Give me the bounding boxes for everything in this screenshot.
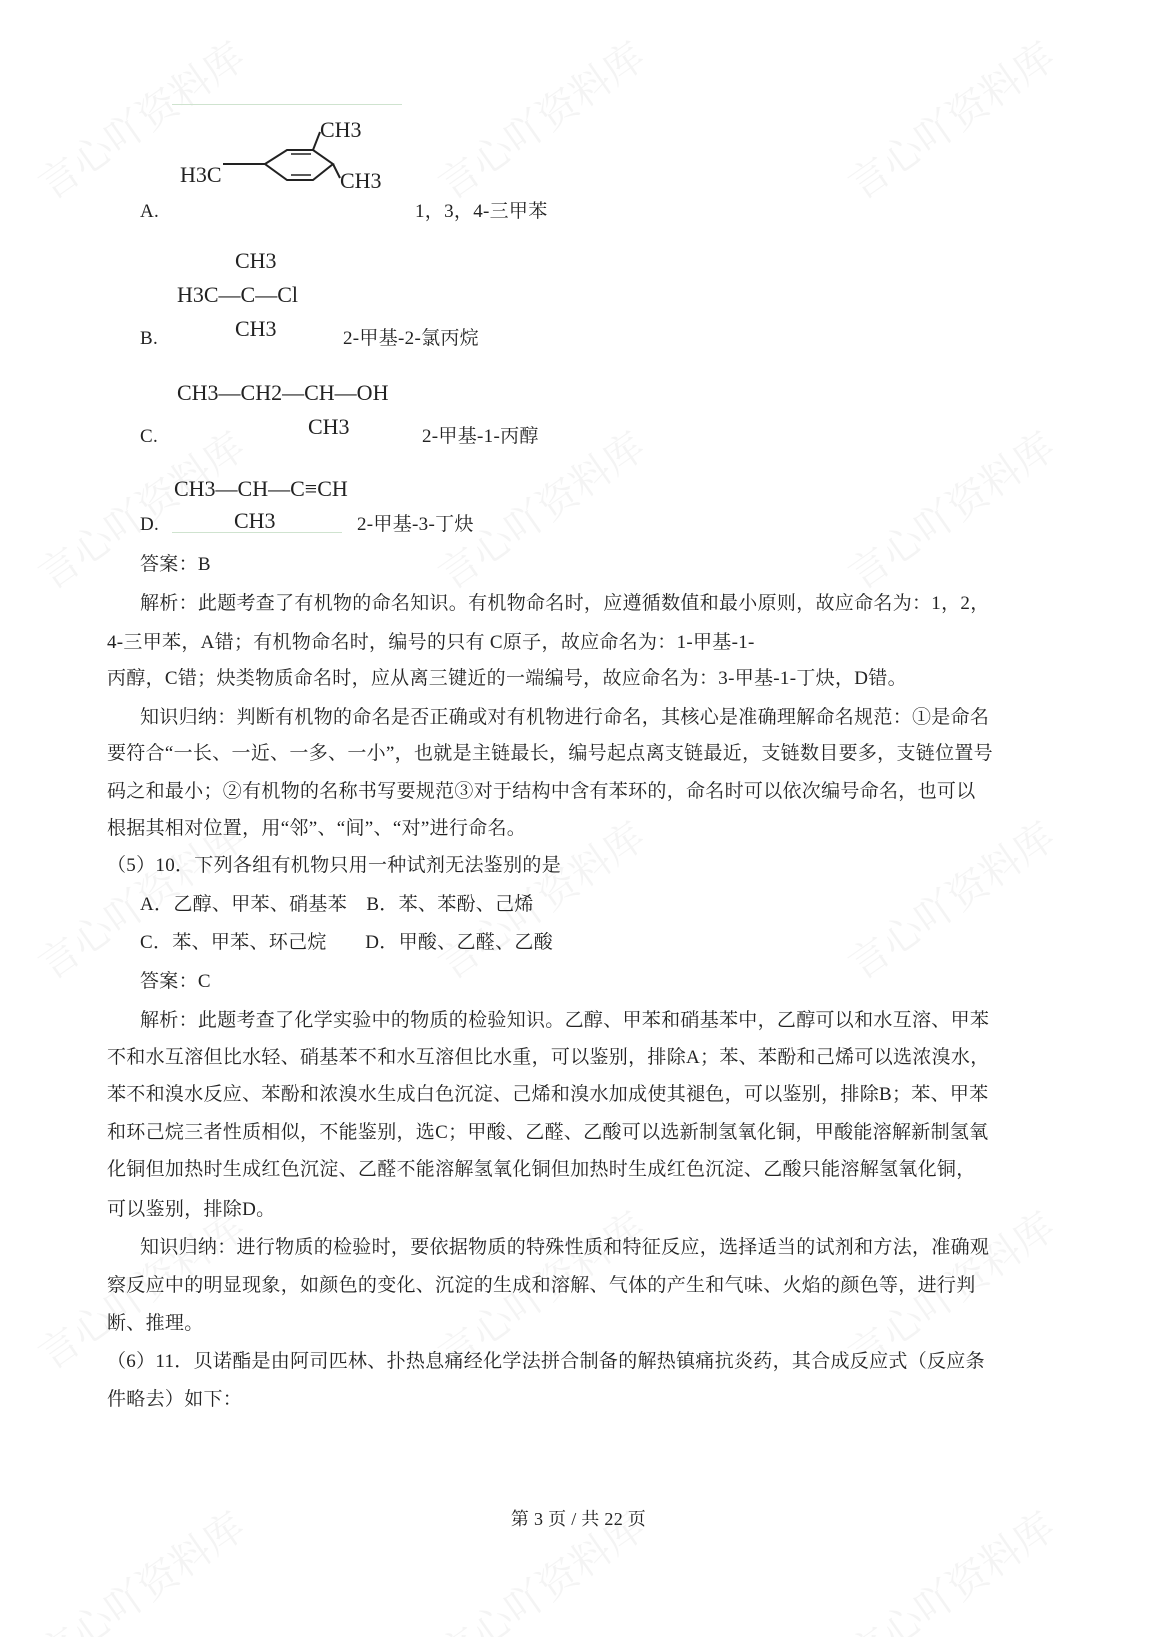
analysis-line: 可以鉴别，排除D。	[107, 1199, 276, 1220]
watermark	[835, 416, 1064, 600]
summary-line: 察反应中的明显现象，如颜色的变化、沉淀的生成和溶解、气体的产生和气味、火焰的颜色等，进行判	[107, 1275, 976, 1296]
summary-line: 断、推理。	[107, 1313, 204, 1334]
watermark	[835, 26, 1064, 210]
answer: 答案：B	[140, 554, 211, 575]
formula-mid: H3C—C—Cl	[177, 282, 299, 307]
option-line: C．苯、甲苯、环己烷 D．甲酸、乙醛、乙酸	[140, 932, 553, 953]
analysis-line: 化铜但加热时生成红色沉淀、乙醛不能溶解氢氧化铜但加热时生成红色沉淀、乙酸只能溶解氢氧化铜，	[107, 1159, 976, 1180]
formula-mid: CH3—CH—C≡CH	[174, 476, 348, 501]
option-letter: D.	[140, 514, 160, 535]
formula-right: CH3	[340, 168, 382, 193]
option-letter: C.	[140, 426, 159, 447]
option-name: 2-甲基-1-丙醇	[422, 426, 539, 447]
summary-line: 码之和最小；②有机物的名称书写要规范③对于结构中含有苯环的，命名时可以依次编号命名，也可以	[107, 781, 976, 802]
formula-bottom: CH3	[308, 414, 350, 439]
formula-bottom: CH3	[235, 316, 277, 341]
option-letter: B.	[140, 328, 159, 349]
formula-top: CH3	[320, 117, 362, 142]
summary-line: 知识归纳：判断有机物的命名是否正确或对有机物进行命名，其核心是准确理解命名规范：①是命名	[140, 707, 990, 728]
option-letter: A.	[140, 201, 160, 222]
divider	[172, 532, 342, 533]
answer: 答案：C	[140, 971, 211, 992]
analysis-line: 4-三甲苯，A错；有机物命名时，编号的只有 C原子，故应命名为：1-甲基-1-	[107, 632, 755, 653]
question-title: 件略去）如下：	[107, 1389, 243, 1410]
option-name: 1，3，4-三甲苯	[415, 201, 548, 222]
option-name: 2-甲基-2-氯丙烷	[343, 328, 479, 349]
divider	[172, 104, 402, 105]
summary-line: 根据其相对位置，用“邻”、“间”、“对”进行命名。	[107, 818, 527, 839]
option-line: A．乙醇、甲苯、硝基苯 B．苯、苯酚、己烯	[140, 894, 534, 915]
option-name: 2-甲基-3-丁炔	[357, 514, 474, 535]
watermark	[425, 26, 654, 210]
formula-mid: CH3—CH2—CH—OH	[177, 380, 389, 405]
analysis-line: 解析：此题考查了有机物的命名知识。有机物命名时，应遵循数值和最小原则，故应命名为：1，2，	[140, 593, 990, 614]
formula-top: CH3	[235, 248, 277, 273]
question-title: （5）10．下列各组有机物只用一种试剂无法鉴别的是	[107, 855, 562, 876]
structure-propanol	[175, 372, 435, 442]
structure-trimethylbenzene	[175, 112, 415, 222]
analysis-line: 苯不和溴水反应、苯酚和浓溴水生成白色沉淀、己烯和溴水加成使其褪色，可以鉴别，排除B；苯、甲苯	[107, 1084, 989, 1105]
formula-bottom: CH3	[234, 508, 276, 532]
analysis-line: 丙醇，C错；炔类物质命名时，应从离三键近的一端编号，故应命名为：3-甲基-1-丁炔，D错。	[107, 668, 907, 689]
page-footer: 第 3 页 / 共 22 页	[510, 1509, 647, 1529]
analysis-line: 不和水互溶但比水轻、硝基苯不和水互溶但比水重，可以鉴别，排除A；苯、苯酚和己烯可以选浓溴水，	[107, 1047, 990, 1068]
summary-line: 知识归纳：进行物质的检验时，要依据物质的特殊性质和特征反应，选择适当的试剂和方法，准确观	[140, 1237, 990, 1258]
analysis-line: 解析：此题考查了化学实验中的物质的检验知识。乙醇、甲苯和硝基苯中，乙醇可以和水互溶、甲苯	[140, 1010, 990, 1031]
summary-line: 要符合“一长、一近、一多、一小”，也就是主链最长，编号起点离支链最近，支链数目要多，支链位置号	[107, 743, 993, 764]
formula-left: H3C	[180, 162, 222, 187]
watermark	[835, 806, 1064, 990]
question-title: （6）11．贝诺酯是由阿司匹林、扑热息痛经化学法拼合制备的解热镇痛抗炎药，其合成反应式（反应条	[107, 1351, 985, 1372]
analysis-line: 和环己烷三者性质相似，不能鉴别，选C；甲酸、乙醛、乙酸可以选新制氢氧化铜，甲酸能溶解新制氢氧	[107, 1122, 989, 1143]
